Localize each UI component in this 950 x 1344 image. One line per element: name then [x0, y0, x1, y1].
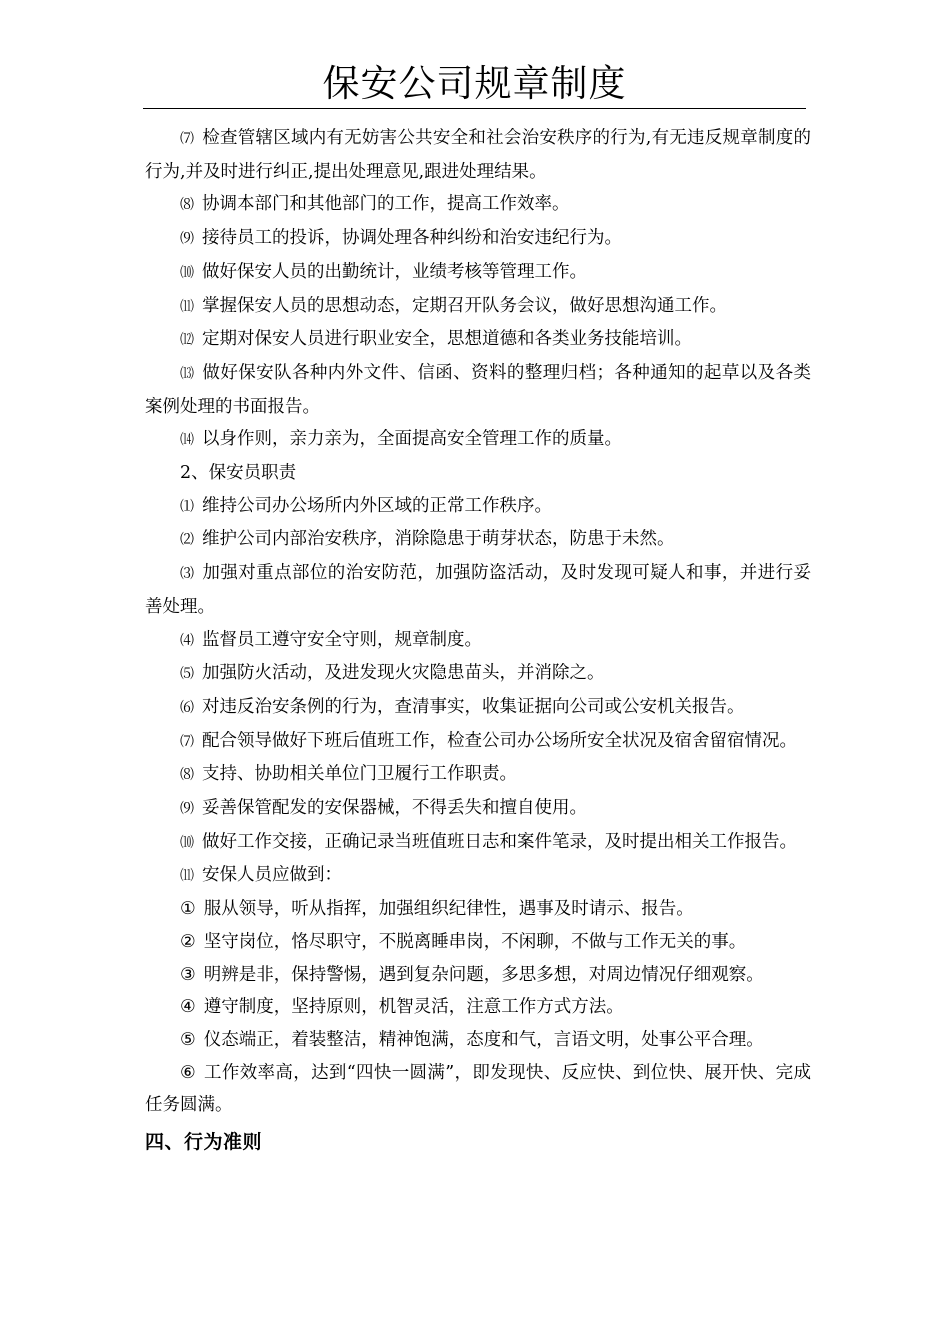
list-item: [145, 357, 811, 423]
item-text: 掌握保安人员的思想动态，定期召开队务会议，做好思想沟通工作。: [202, 295, 727, 316]
document-body: [145, 122, 811, 1160]
item-number: ⑤: [180, 1029, 196, 1050]
list-item: [145, 323, 811, 357]
item-number: ⑼: [180, 801, 194, 818]
item-number: ⑽: [180, 264, 194, 281]
item-text: 加强对重点部位的治安防范，加强防盗活动，及时发现可疑人和事，并进行妥善处理。: [145, 563, 812, 617]
item-number: ④: [180, 997, 196, 1018]
list-item: [145, 826, 811, 860]
item-text: 工作效率高，达到“四快一圆满”，即发现快、反应快、到位快、展开快、完成任务圆满。: [145, 1062, 811, 1116]
item-text: 遵守制度，坚持原则，机智灵活，注意工作方式方法。: [203, 997, 624, 1018]
item-number: ⑹: [180, 699, 194, 716]
item-number: ⑴: [180, 498, 194, 515]
duty-list-supervisor: [145, 122, 811, 457]
item-text: 接待员工的投诉，协调处理各种纠纷和治安违纪行为。: [202, 228, 622, 249]
item-number: ③: [180, 964, 196, 985]
list-item: [145, 657, 811, 691]
item-text: 明辨是非，保持警惕，遇到复杂问题，多思多想，对周边情况仔细观察。: [203, 964, 764, 985]
item-text: 做好保安人员的出勤统计，业绩考核等管理工作。: [202, 261, 587, 282]
item-number: ⑺: [180, 733, 194, 750]
list-item: [145, 624, 811, 658]
item-text: 对违反治安条例的行为，查清事实，收集证据向公司或公安机关报告。: [202, 696, 745, 717]
item-text: 监督员工遵守安全守则，规章制度。: [202, 629, 482, 650]
item-number: ①: [180, 899, 196, 920]
item-text: 配合领导做好下班后值班工作，检查公司办公场所安全状况及宿舍留宿情况。: [202, 730, 797, 751]
list-item: [145, 122, 811, 188]
page-title: 保安公司规章制度: [322, 62, 627, 105]
list-item: [145, 188, 811, 222]
list-item: [145, 1057, 811, 1122]
item-number: ⑻: [180, 197, 194, 214]
item-number: ⑾: [180, 298, 194, 315]
item-number: ②: [180, 931, 196, 952]
item-text: 维持公司办公场所内外区域的正常工作秩序。: [202, 495, 552, 516]
list-item: [145, 523, 811, 557]
title-divider: [143, 108, 806, 109]
list-item: [145, 1024, 811, 1057]
item-text: 支持、协助相关单位门卫履行工作职责。: [202, 764, 517, 785]
list-item: [145, 859, 811, 893]
list-item: [145, 490, 811, 524]
item-number: ⒀: [180, 365, 195, 382]
list-item: [145, 792, 811, 826]
item-text: 妥善保管配发的安保器械，不得丢失和擅自使用。: [202, 798, 587, 819]
list-item: [145, 959, 811, 992]
item-text: 加强防火活动，及进发现火灾隐患苗头，并消除之。: [202, 663, 605, 684]
item-text: 安保人员应做到：: [202, 865, 342, 886]
item-number: ⑺: [180, 131, 195, 147]
list-item: [145, 423, 811, 457]
item-number: ⑾: [180, 868, 194, 885]
list-item: [145, 691, 811, 725]
item-number: ⑽: [180, 834, 194, 851]
list-item: [145, 893, 811, 926]
item-number: ⑶: [180, 566, 195, 583]
subheading-guard-duties: 2、保安员职责: [180, 463, 297, 484]
section-heading-conduct: 四、行为准则: [145, 1131, 263, 1154]
item-text: 做好工作交接，正确记录当班值班日志和案件笔录，及时提出相关工作报告。: [202, 831, 797, 852]
list-item: [145, 758, 811, 792]
item-text: 做好保安队各种内外文件、信函、资料的整理归档；各种通知的起草以及各类案例处理的书面报告。: [145, 362, 812, 417]
item-number: ⑷: [180, 632, 194, 649]
list-item: [145, 926, 811, 959]
item-text: 维护公司内部治安秩序，消除隐患于萌芽状态，防患于未然。: [202, 529, 675, 550]
item-number: ⑿: [180, 332, 194, 349]
list-item: [145, 725, 811, 759]
conduct-list: [145, 893, 811, 1122]
item-number: ⑸: [180, 666, 194, 683]
item-text: 服从领导，听从指挥，加强组织纪律性，遇事及时请示、报告。: [203, 899, 694, 920]
item-number: ⑼: [180, 231, 194, 248]
item-text: 定期对保安人员进行职业安全，思想道德和各类业务技能培训。: [202, 329, 692, 350]
item-number: ⒁: [180, 432, 194, 449]
item-text: 检查管辖区域内有无妨害公共安全和社会治安秩序的行为,有无违反规章制度的行为,并及时进行纠正,提出处理意见,跟进处理结果。: [145, 128, 812, 182]
list-item: [145, 222, 811, 256]
list-item: [145, 256, 811, 290]
item-number: ⑥: [180, 1062, 197, 1083]
list-item: [145, 991, 811, 1024]
item-text: 仪态端正，着装整洁，精神饱满，态度和气，言语文明，处事公平合理。: [203, 1029, 764, 1050]
list-item: [145, 290, 811, 324]
item-text: 坚守岗位，恪尽职守，不脱离睡串岗，不闲聊，不做与工作无关的事。: [203, 931, 747, 952]
item-number: ⑻: [180, 767, 194, 784]
item-text: 协调本部门和其他部门的工作，提高工作效率。: [202, 194, 570, 215]
duty-list-guard: [145, 490, 811, 893]
list-item: [145, 557, 811, 623]
item-text: 以身作则，亲力亲为，全面提高安全管理工作的质量。: [202, 429, 622, 450]
item-number: ⑵: [180, 532, 194, 549]
